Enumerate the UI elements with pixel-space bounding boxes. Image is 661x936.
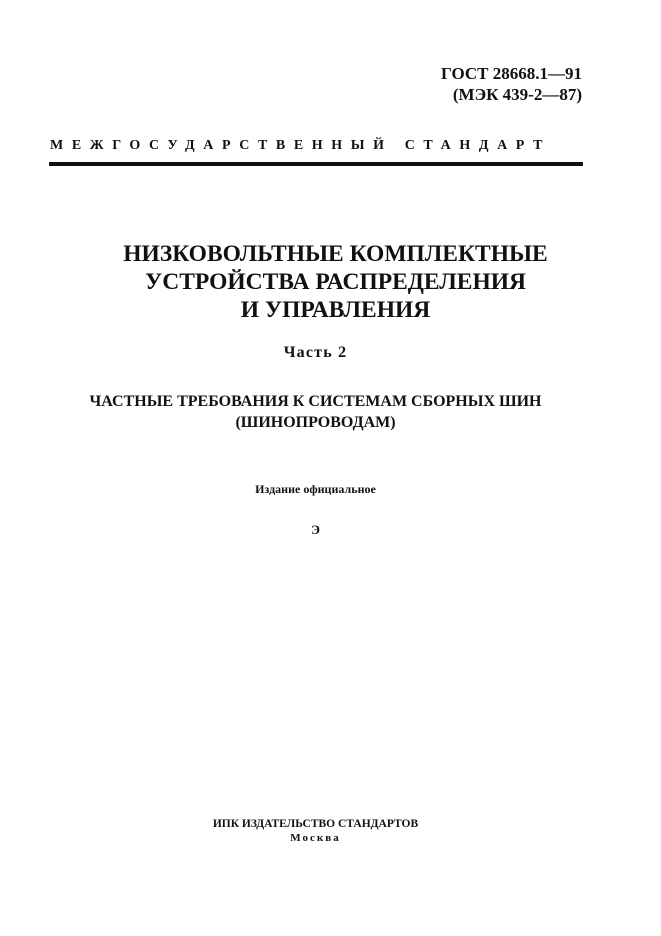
part-label: Часть 2 (283, 344, 348, 361)
conformity-mark: Э (311, 522, 320, 537)
document-subtitle (40, 391, 591, 433)
standard-codes (441, 63, 582, 105)
title-line-3: И УПРАВЛЕНИЯ (240, 297, 431, 323)
subtitle-line-1: ЧАСТНЫЕ ТРЕБОВАНИЯ К СИСТЕМАМ СБОРНЫХ ШИН (89, 393, 542, 410)
publisher-city: Москва (290, 832, 341, 844)
title-line-1: НИЗКОВОЛЬТНЫЕ КОМПЛЕКТНЫЕ (123, 241, 548, 267)
gost-code: ГОСТ 28668.1—91 (441, 64, 582, 83)
edition-label: Издание официальное (255, 482, 376, 496)
header-rule (49, 162, 583, 166)
iec-code: (МЭК 439-2—87) (452, 85, 582, 104)
title-line-2: УСТРОЙСТВА РАСПРЕДЕЛЕНИЯ (144, 269, 527, 295)
document-title (60, 240, 611, 324)
subtitle-line-2: (ШИНОПРОВОДАМ) (235, 414, 396, 431)
publisher-name: ИПК ИЗДАТЕЛЬСТВО СТАНДАРТОВ (212, 818, 419, 830)
interstate-standard-label: МЕЖГОСУДАРСТВЕННЫЙ СТАНДАРТ (50, 138, 552, 153)
